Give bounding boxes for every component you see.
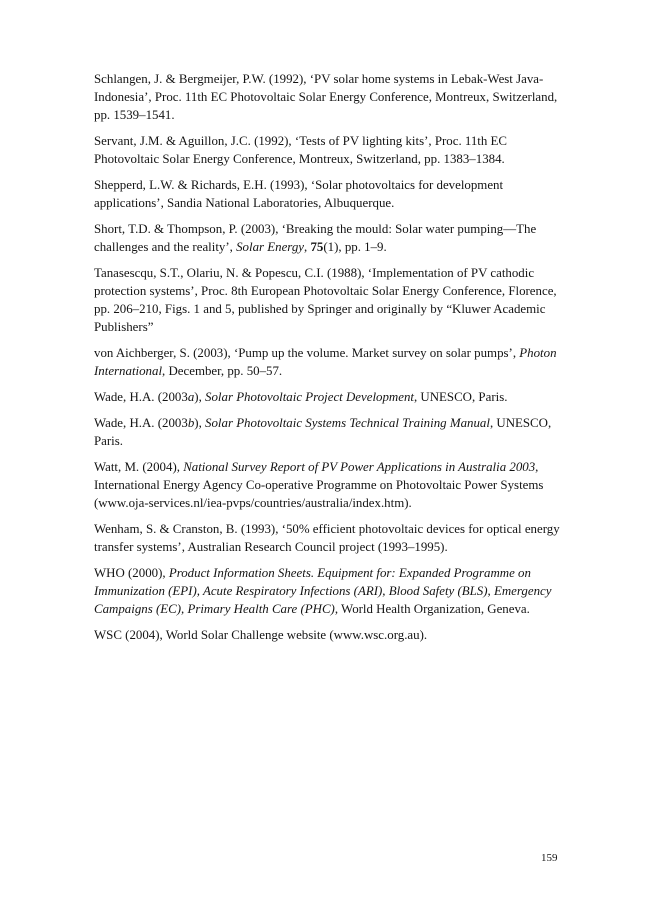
- reference-text: , International Energy Agency Co-operative Programme on Photovoltaic Power Systems (www.oja-services.nl/iea-pvps/countries/australia/index.htm).: [94, 460, 544, 510]
- reference-text: Wade, H.A. (2003: [94, 390, 188, 404]
- reference-text: ,: [304, 240, 311, 254]
- italic-text: a: [187, 390, 195, 404]
- reference-entry: [94, 344, 574, 380]
- italic-text: National Survey Report of PV Power Applications in Australia 2003: [183, 460, 536, 474]
- reference-entry: [94, 564, 574, 618]
- reference-entry: [94, 388, 574, 406]
- reference-text: Short, T.D. & Thompson, P. (2003), ‘Breaking the mould: Solar water pumping—The challenges and the reality’,: [94, 222, 537, 254]
- reference-entry: [94, 458, 574, 512]
- reference-text: WSC (2004), World Solar Challenge website (www.wsc.org.au).: [94, 628, 428, 642]
- reference-text: (1), pp. 1–9.: [323, 240, 387, 254]
- reference-text: Servant, J.M. & Aguillon, J.C. (1992), ‘Tests of PV lighting kits’, Proc. 11th EC Photovoltaic Solar Energy Conference, Montreux, Switzerland, pp. 1383–1384.: [94, 134, 508, 166]
- reference-text: , World Health Organization, Geneva.: [334, 602, 530, 616]
- italic-text: Solar Energy: [236, 240, 304, 254]
- reference-text: Wenham, S. & Cranston, B. (1993), ‘50% efficient photovoltaic devices for optical energy transfer systems’, Australian Research Council project (1993–1995).: [94, 522, 560, 554]
- reference-text: Wade, H.A. (2003: [94, 416, 188, 430]
- reference-text: , UNESCO, Paris.: [94, 416, 552, 448]
- reference-text: Watt, M. (2004),: [94, 460, 184, 474]
- reference-entry: [94, 70, 574, 124]
- italic-text: Solar Photovoltaic Project Development: [205, 390, 414, 404]
- italic-text: Product Information Sheets. Equipment for: Expanded Programme on Immunization (EPI), Acute Respiratory Infections (ARI), Blood Safety (BLS), Emergency Campaigns (EC), Primary Health Care (PHC): [94, 566, 552, 616]
- italic-text: b: [187, 416, 195, 430]
- reference-text: von Aichberger, S. (2003), ‘Pump up the volume. Market survey on solar pumps’,: [94, 346, 520, 360]
- italic-text: Solar Photovoltaic Systems Technical Training Manual: [205, 416, 490, 430]
- reference-list: [94, 70, 574, 652]
- page-number: 159: [541, 852, 558, 864]
- reference-text: , UNESCO, Paris.: [413, 390, 508, 404]
- reference-entry: [94, 520, 574, 556]
- bold-text: 75: [310, 240, 324, 254]
- reference-text: Shepperd, L.W. & Richards, E.H. (1993), ‘Solar photovoltaics for development applications’, Sandia National Laboratories, Albuquerque.: [94, 178, 504, 210]
- reference-entry: [94, 264, 574, 336]
- italic-text: Photon International: [94, 346, 557, 378]
- reference-entry: [94, 132, 574, 168]
- reference-text: ),: [194, 416, 206, 430]
- reference-entry: [94, 220, 574, 256]
- reference-text: Tanasescqu, S.T., Olariu, N. & Popescu, C.I. (1988), ‘Implementation of PV cathodic protection systems’, Proc. 8th European Photovoltaic Solar Energy Conference, Florence, pp. 206–210, Figs. 1 and 5, published by Springer and originally by “Kluwer Academic Publishers”: [94, 266, 557, 334]
- reference-entry: [94, 414, 574, 450]
- reference-entry: [94, 176, 574, 212]
- reference-entry: [94, 626, 574, 644]
- reference-text: ),: [194, 390, 206, 404]
- reference-text: WHO (2000),: [94, 566, 169, 580]
- reference-text: , December, pp. 50–57.: [162, 364, 283, 378]
- reference-text: Schlangen, J. & Bergmeijer, P.W. (1992), ‘PV solar home systems in Lebak-West Java-Indonesia’, Proc. 11th EC Photovoltaic Solar Energy Conference, Montreux, Switzerland, pp. 1539–1541.: [94, 72, 558, 122]
